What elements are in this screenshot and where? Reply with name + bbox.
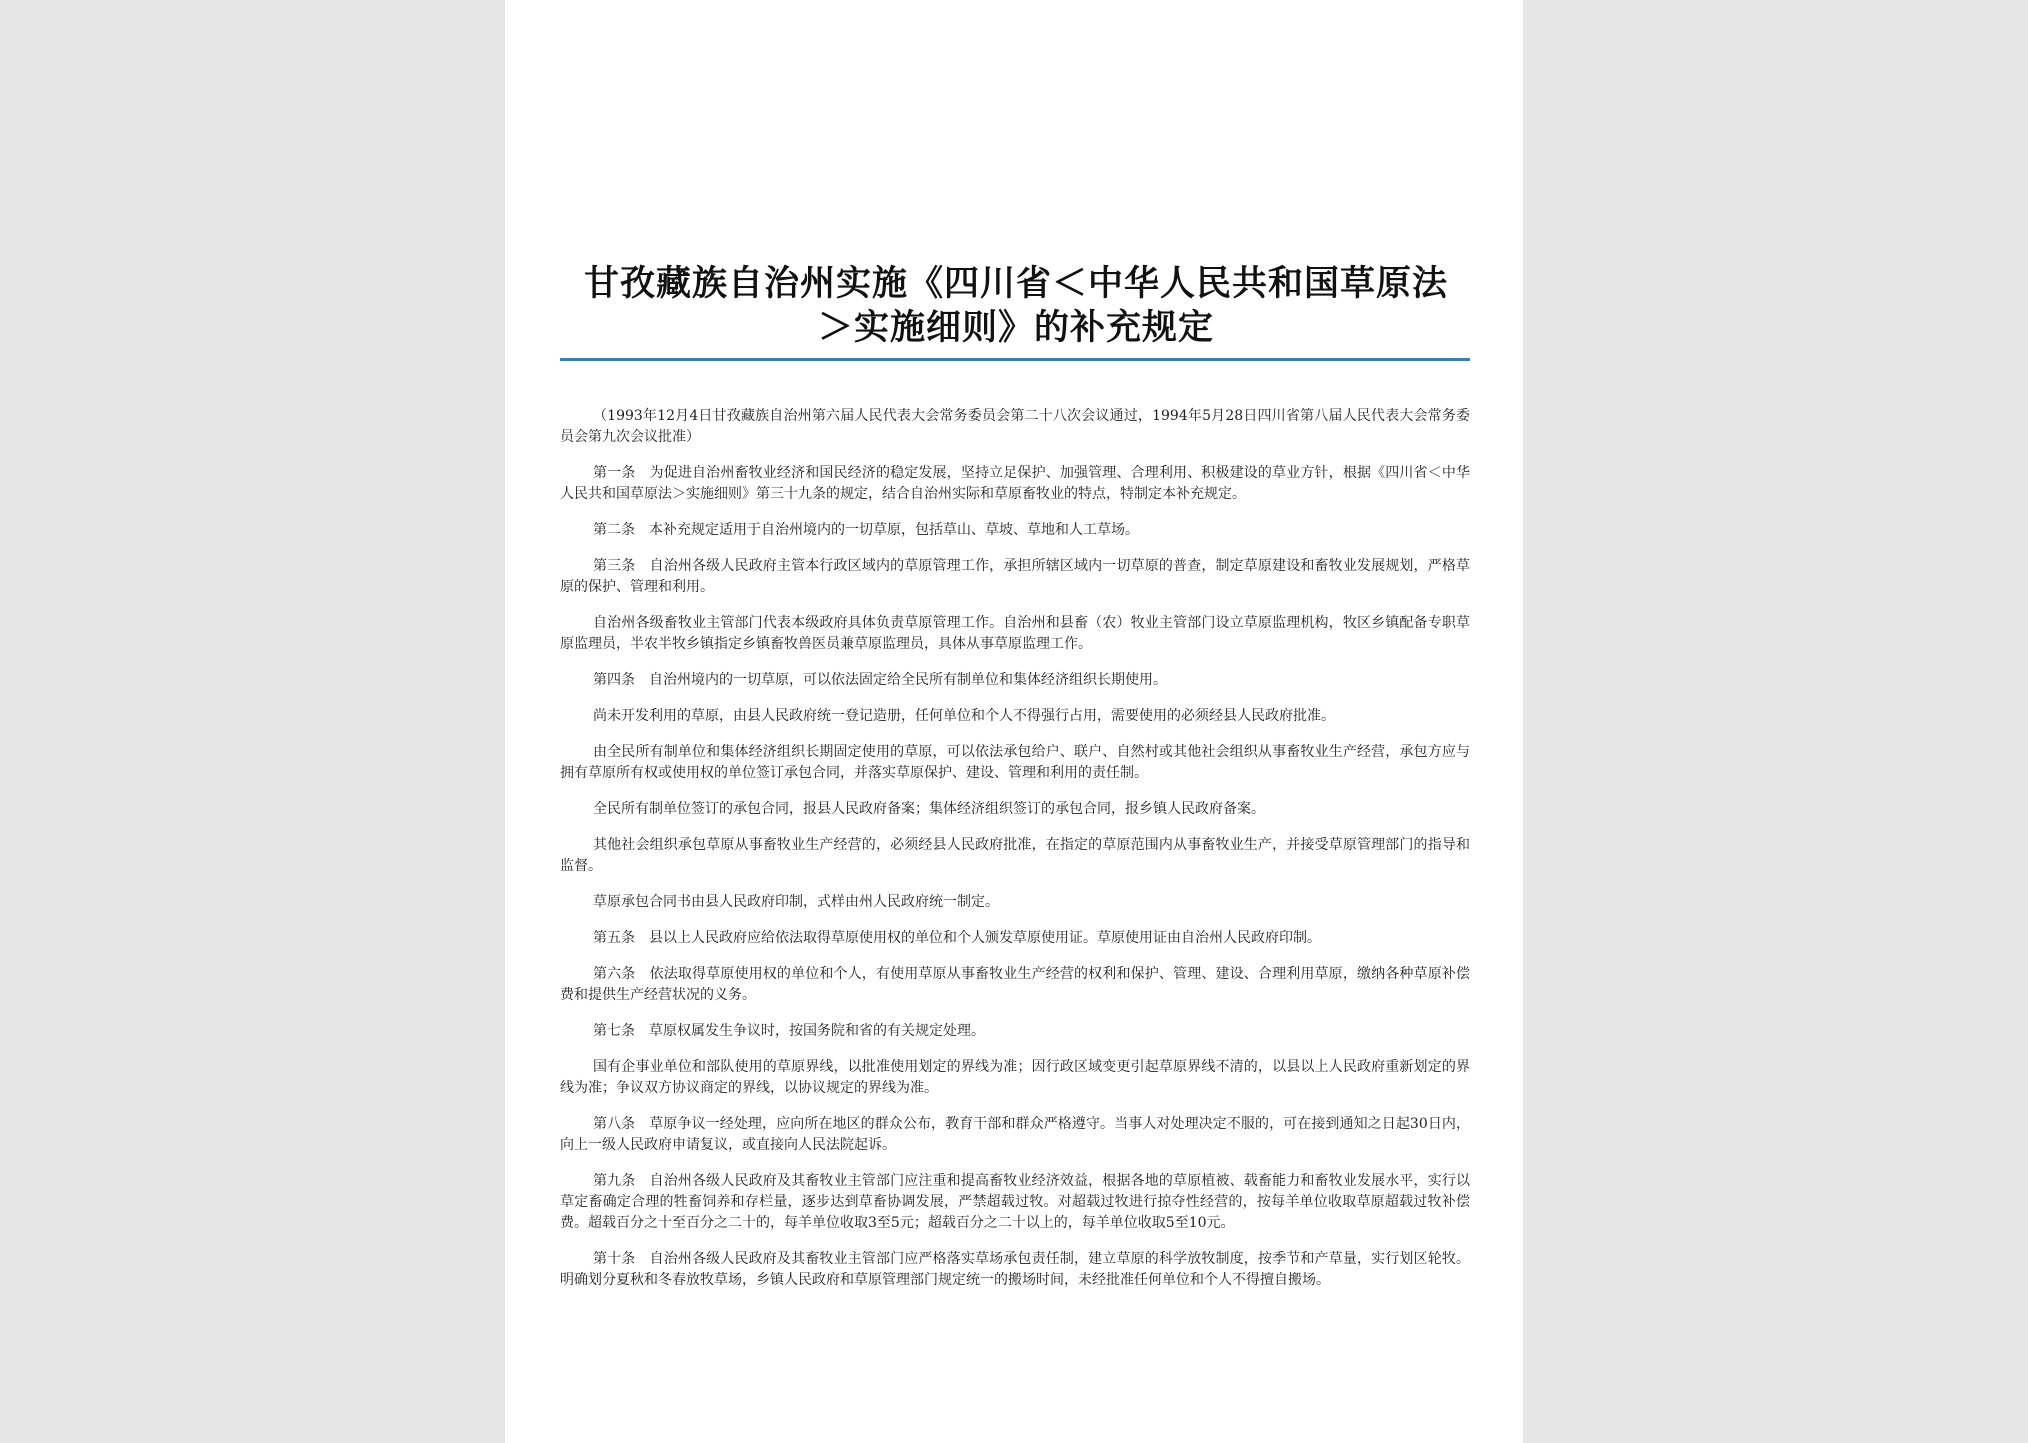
article-4-paragraph-3: 由全民所有制单位和集体经济组织长期固定使用的草原，可以依法承包给户、联户、自然村或其他社会组织从事畜牧业生产经营，承包方应与拥有草原所有权或使用权的单位签订承包合同，并落实草原保护、建设、管理和利用的责任制。 [560, 744, 1470, 781]
article-4-paragraph-5: 其他社会组织承包草原从事畜牧业生产经营的，必须经县人民政府批准，在指定的草原范围内从事畜牧业生产，并接受草原管理部门的指导和监督。 [560, 837, 1470, 874]
document-page [505, 0, 1523, 1443]
article-6: 第六条 依法取得草原使用权的单位和个人，有使用草原从事畜牧业生产经营的权利和保护、管理、建设、合理利用草原，缴纳各种草原补偿费和提供生产经营状况的义务。 [560, 966, 1470, 1003]
article-2: 第二条 本补充规定适用于自治州境内的一切草原，包括草山、草坡、草地和人工草场。 [593, 522, 1139, 538]
article-4-paragraph-6: 草原承包合同书由县人民政府印制，式样由州人民政府统一制定。 [593, 894, 999, 910]
document-body [560, 406, 1470, 1306]
article-4: 第四条 自治州境内的一切草原，可以依法固定给全民所有制单位和集体经济组织长期使用。 [593, 672, 1167, 688]
article-8: 第八条 草原争议一经处理，应向所在地区的群众公布，教育干部和群众严格遵守。当事人对处理决定不服的，可在接到通知之日起30日内，向上一级人民政府申请复议，或直接向人民法院起诉。 [560, 1116, 1470, 1153]
article-10: 第十条 自治州各级人民政府及其畜牧业主管部门应严格落实草场承包责任制，建立草原的科学放牧制度，按季节和产草量，实行划区轮牧。明确划分夏秋和冬春放牧草场，乡镇人民政府和草原管理部门规定统一的搬场时间，未经批准任何单位和个人不得擅自搬场。 [560, 1251, 1470, 1288]
document-title [560, 262, 1472, 350]
article-4-paragraph-2: 尚未开发利用的草原，由县人民政府统一登记造册，任何单位和个人不得强行占用，需要使用的必须经县人民政府批准。 [593, 708, 1335, 724]
article-5: 第五条 县以上人民政府应给依法取得草原使用权的单位和个人颁发草原使用证。草原使用证由自治州人民政府印制。 [593, 930, 1321, 946]
article-7-paragraph-2: 国有企事业单位和部队使用的草原界线，以批准使用划定的界线为准；因行政区域变更引起草原界线不清的，以县以上人民政府重新划定的界线为准；争议双方协议商定的界线，以协议规定的界线为准。 [560, 1059, 1470, 1096]
article-4-paragraph-4: 全民所有制单位签订的承包合同，报县人民政府备案；集体经济组织签订的承包合同，报乡镇人民政府备案。 [593, 801, 1265, 817]
article-9: 第九条 自治州各级人民政府及其畜牧业主管部门应注重和提高畜牧业经济效益，根据各地的草原植被、载畜能力和畜牧业发展水平，实行以草定畜确定合理的牲畜饲养和存栏量，逐步达到草畜协调发展，严禁超载过牧。对超载过牧进行掠夺性经营的，按每羊单位收取草原超载过牧补偿费。超载百分之十至百分之二十的，每羊单位收取3至5元；超载百分之二十以上的，每羊单位收取5至10元。 [560, 1173, 1470, 1231]
article-3: 第三条 自治州各级人民政府主管本行政区域内的草原管理工作，承担所辖区域内一切草原的普查，制定草原建设和畜牧业发展规划，严格草原的保护、管理和利用。 [560, 558, 1470, 595]
article-7: 第七条 草原权属发生争议时，按国务院和省的有关规定处理。 [593, 1023, 985, 1039]
article-1: 第一条 为促进自治州畜牧业经济和国民经济的稳定发展，坚持立足保护、加强管理、合理利用、积极建设的草业方针，根据《四川省＜中华人民共和国草原法＞实施细则》第三十九条的规定，结合自治州实际和草原畜牧业的特点，特制定本补充规定。 [560, 465, 1470, 502]
document-title-line-1: 甘孜藏族自治州实施《四川省＜中华人民共和国草原法 [583, 264, 1448, 304]
title-divider [560, 358, 1470, 361]
article-3-paragraph-2: 自治州各级畜牧业主管部门代表本级政府具体负责草原管理工作。自治州和县畜（农）牧业主管部门设立草原监理机构，牧区乡镇配备专职草原监理员，半农半牧乡镇指定乡镇畜牧兽医员兼草原监理员，具体从事草原监理工作。 [560, 615, 1470, 652]
approval-note: （1993年12月4日甘孜藏族自治州第六届人民代表大会常务委员会第二十八次会议通过，1994年5月28日四川省第八届人民代表大会常务委员会第九次会议批准） [560, 408, 1470, 445]
document-title-line-2: ＞实施细则》的补充规定 [817, 308, 1214, 348]
